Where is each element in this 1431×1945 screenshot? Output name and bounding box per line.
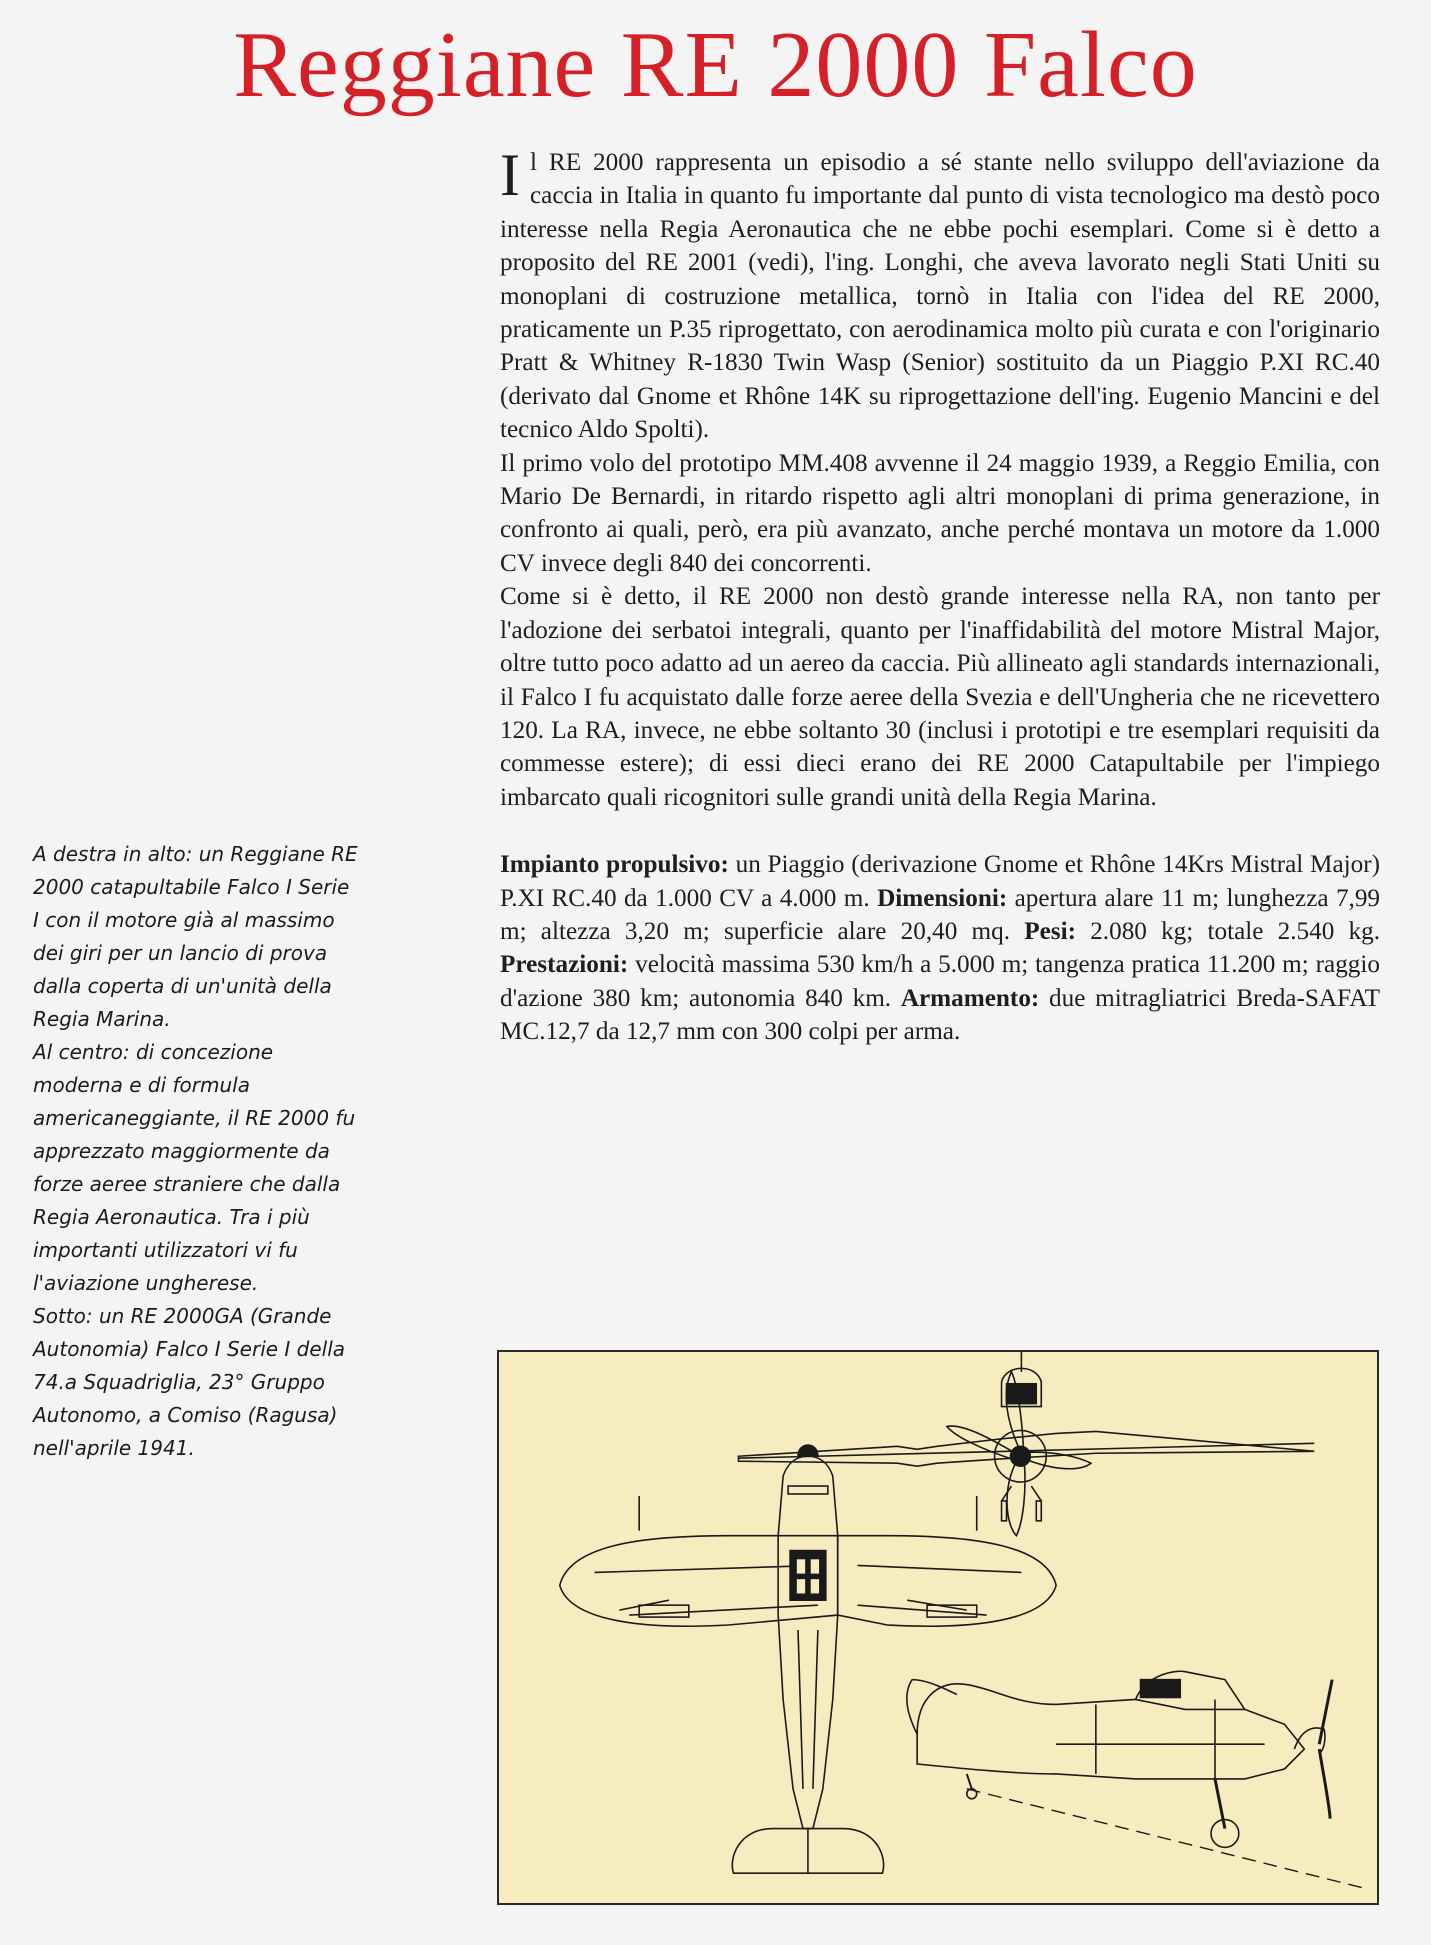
page-title: Reggiane RE 2000 Falco [233, 13, 1198, 117]
paragraph-1-text: l RE 2000 rappresenta un episodio a sé stante nello sviluppo dell'aviazione da caccia in Italia in quanto fu importante dal punto di vista tecnologico ma destò poco interesse nella Regia Aeronautica che ne ebbe pochi esemplari. Come si è detto a proposito del RE 2001 (vedi), l'ing. Longhi, che aveva lavorato negli Stati Uniti su monoplani di costruzione metallica, tornò in Italia con l'idea del RE 2000, praticamente un P.35 riprogettato, con aerodinamica molto più curata e con l'originario Pratt & Whitney R-1830 Twin Wasp (Senior) sostituito da un Piaggio P.XI RC.40 (derivato dal Gnome et Rhône 14K su riprogettazione dell'ing. Eugenio Mancini e del tecnico Aldo Spolti). [500, 149, 1380, 444]
spec-armament-text: due mitragliatrici Breda-SAFAT MC.12,7 da 12,7 mm con 300 colpi per arma. [500, 984, 1380, 1046]
figure-caption [33, 838, 358, 1465]
spec-engine-label: Impianto propulsivo: [500, 851, 729, 879]
plan-view-drawing [560, 1445, 1056, 1873]
spec-weights-text: 2.080 kg; totale 2.540 kg. [1090, 917, 1381, 945]
spec-weights-label: Pesi: [1024, 917, 1076, 945]
paragraph-1 [500, 142, 1380, 447]
paragraph-2: Il primo volo del prototipo MM.408 avvenne il 24 maggio 1939, a Reggio Emilia, con Mario De Bernardi, in ritardo rispetto agli altri monoplani di prima generazione, in confronto ai quali, però, era più avanzato, anche perché montava un motore da 1.000 CV invece degli 840 dei concorrenti. [500, 449, 1380, 577]
spec-performance-label: Prestazioni: [500, 951, 629, 979]
paragraph-3: Come si è detto, il RE 2000 non destò grande interesse nella RA, non tanto per l'adozione dei serbatoi integrali, quanto per l'inaffidabilità del motore Mistral Major, oltre tutto poco adatto ad un aereo da caccia. Più allineato agli standards internazionali, il Falco I fu acquistato dalle forze aeree della Svezia e dell'Ungheria che ne ricevettero 120. La RA, invece, ne ebbe soltanto 30 (inclusi i prototipi e tre esemplari requisiti da commesse estere); di essi dieci erano dei RE 2000 Catapultabile per l'impiego imbarcato quali ricognitori sulle grandi unità della Regia Marina. [500, 583, 1380, 811]
spec-performance-text: velocità massima 530 km/h a 5.000 m; tangenza pratica 11.200 m; raggio d'azione 380 km; autonomia 840 km. [500, 951, 1380, 1012]
caption-bottom: Sotto: un RE 2000GA (Grande Autonomia) Falco I Serie I della 74.a Squadriglia, 23° Gruppo Autonomo, a Comiso (Ragusa) nell'aprile 1941. [33, 1304, 346, 1460]
drop-cap: I [500, 142, 520, 208]
article-body [500, 142, 1381, 1049]
spec-engine-text: un Piaggio (derivazione Gnome et Rhône 14Krs Mistral Major) P.XI RC.40 da 1.000 CV a 4.000 m. [500, 851, 1381, 912]
technical-specs [500, 848, 1380, 1048]
caption-top: A destra in alto: un Reggiane RE 2000 catapultabile Falco I Serie I con il motore già al massimo dei giri per un lancio di prova dalla coperta di un'unità della Regia Marina. [33, 842, 358, 1031]
spec-armament-label: Armamento: [900, 984, 1040, 1012]
side-view-drawing [907, 1671, 1364, 1888]
front-view-drawing [738, 1352, 1314, 1536]
three-view-drawing [497, 1350, 1379, 1905]
spec-dimensions-text: apertura alare 11 m; lunghezza 7,99 m; altezza 3,20 m; superficie alare 20,40 mq. [500, 884, 1381, 945]
aircraft-drawing-svg [499, 1352, 1377, 1903]
spec-dimensions-label: Dimensioni: [877, 884, 1008, 912]
caption-middle: Al centro: di concezione moderna e di formula americaneggiante, il RE 2000 fu apprezzato maggiormente da forze aeree straniere che dalla Regia Aeronautica. Tra i più importanti utilizzatori vi fu l'aviazione ungherese. [33, 1040, 356, 1295]
